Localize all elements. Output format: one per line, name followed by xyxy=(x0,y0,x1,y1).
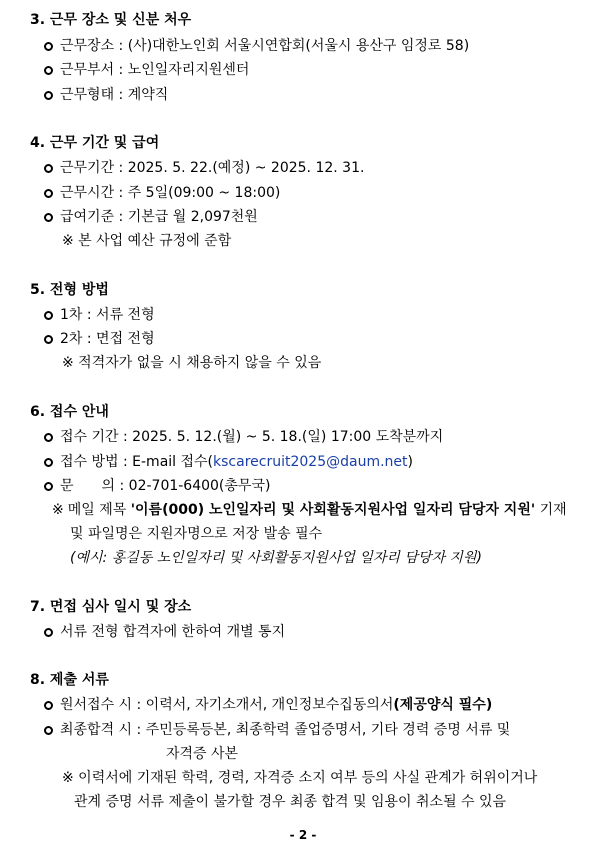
section-3-item-2 xyxy=(44,60,249,80)
item-text: 원서접수 시 : 이력서, 자기소개서, 개인정보수집동의서 xyxy=(60,697,394,713)
circle-bullet-icon xyxy=(44,189,53,198)
section-6-note-line-1 xyxy=(52,500,567,520)
section-4-item-1 xyxy=(44,158,364,178)
note-mark: ※ xyxy=(52,502,64,518)
circle-bullet-icon xyxy=(44,164,53,173)
item-text: 급여기준 : 기본급 월 2,097천원 xyxy=(60,209,258,225)
section-4-title: 4. 근무 기간 및 급여 xyxy=(30,135,160,151)
item-text: 근무시간 : 주 5일(09:00 ~ 18:00) xyxy=(60,185,281,201)
section-6-note-example: (예시: 홍길동 노인일자리 및 사회활동지원사업 일자리 담당자 지원) xyxy=(70,550,482,566)
circle-bullet-icon xyxy=(44,433,53,442)
section-5-title: 5. 전형 방법 xyxy=(30,282,109,298)
item-text: 문 의 : 02-701-6400(총무국) xyxy=(60,478,271,494)
circle-bullet-icon xyxy=(44,213,53,222)
item-text: 접수 기간 : 2025. 5. 12.(월) ~ 5. 18.(일) 17:00 도착분까지 xyxy=(60,429,444,445)
section-3-title: 3. 근무 장소 및 신분 처우 xyxy=(30,12,192,28)
note-bold-text: '이름(000) 노인일자리 및 사회활동지원사업 일자리 담당자 지원' xyxy=(130,502,536,518)
item-text: 1차 : 서류 전형 xyxy=(60,307,155,323)
circle-bullet-icon xyxy=(44,335,53,344)
item-text: 근무장소 : (사)대한노인회 서울시연합회(서울시 용산구 임정로 58) xyxy=(60,38,470,54)
section-8-title: 8. 제출 서류 xyxy=(30,672,109,688)
section-3-item-1 xyxy=(44,36,469,56)
section-6-note-line-2: 및 파일명은 지원자명으로 저장 발송 필수 xyxy=(70,526,323,542)
circle-bullet-icon xyxy=(44,701,53,710)
item-text: 접수 방법 : E-mail 접수( xyxy=(60,454,214,470)
section-5-item-1 xyxy=(44,305,155,325)
item-text: 2차 : 면접 전형 xyxy=(60,331,155,347)
circle-bullet-icon xyxy=(44,726,53,735)
email-link[interactable]: kscarecruit2025@daum.net xyxy=(213,454,408,470)
item-text: 근무부서 : 노인일자리지원센터 xyxy=(60,62,250,78)
section-4-item-2 xyxy=(44,183,280,203)
section-4-item-3 xyxy=(44,207,258,227)
page-number: - 2 - xyxy=(289,828,317,842)
section-8-item-2 xyxy=(44,720,510,740)
circle-bullet-icon xyxy=(44,42,53,51)
section-6-title: 6. 접수 안내 xyxy=(30,404,109,420)
section-7-title: 7. 면접 심사 일시 및 장소 xyxy=(30,599,192,615)
item-text: 최종합격 시 : 주민등록등본, 최종학력 졸업증명서, 기타 경력 증명 서류 및 xyxy=(60,722,511,738)
section-8-item-1 xyxy=(44,695,492,715)
circle-bullet-icon xyxy=(44,482,53,491)
item-text: 근무기간 : 2025. 5. 22.(예정) ~ 2025. 12. 31. xyxy=(60,160,365,176)
item-bold-text: (제공양식 필수) xyxy=(393,697,493,713)
section-4-note: ※ 본 사업 예산 규정에 준함 xyxy=(62,233,232,249)
section-6-item-3 xyxy=(44,476,270,496)
note-text-suffix: 기재 xyxy=(535,502,567,518)
section-5-item-2 xyxy=(44,329,155,349)
circle-bullet-icon xyxy=(44,66,53,75)
item-text: 근무형태 : 계약직 xyxy=(60,87,169,103)
section-6-item-1 xyxy=(44,427,443,447)
circle-bullet-icon xyxy=(44,311,53,320)
circle-bullet-icon xyxy=(44,458,53,467)
section-5-note: ※ 적격자가 없을 시 채용하지 않을 수 있음 xyxy=(62,355,322,371)
section-3-item-3 xyxy=(44,85,168,105)
section-7-item-1 xyxy=(44,622,285,642)
section-8-note-line-1: ※ 이력서에 기재된 학력, 경력, 자격증 소지 여부 등의 사실 관계가 허위이거나 xyxy=(62,770,538,786)
note-text: 메일 제목 xyxy=(67,502,131,518)
section-6-item-2 xyxy=(44,452,413,472)
circle-bullet-icon xyxy=(44,628,53,637)
section-8-item-2-continuation: 자격증 사본 xyxy=(166,746,239,762)
section-8-note-line-2: 관계 증명 서류 제출이 불가할 경우 최종 합격 및 임용이 취소될 수 있음 xyxy=(74,794,507,810)
item-text-suffix: ) xyxy=(407,454,413,470)
circle-bullet-icon xyxy=(44,91,53,100)
item-text: 서류 전형 합격자에 한하여 개별 통지 xyxy=(60,624,286,640)
